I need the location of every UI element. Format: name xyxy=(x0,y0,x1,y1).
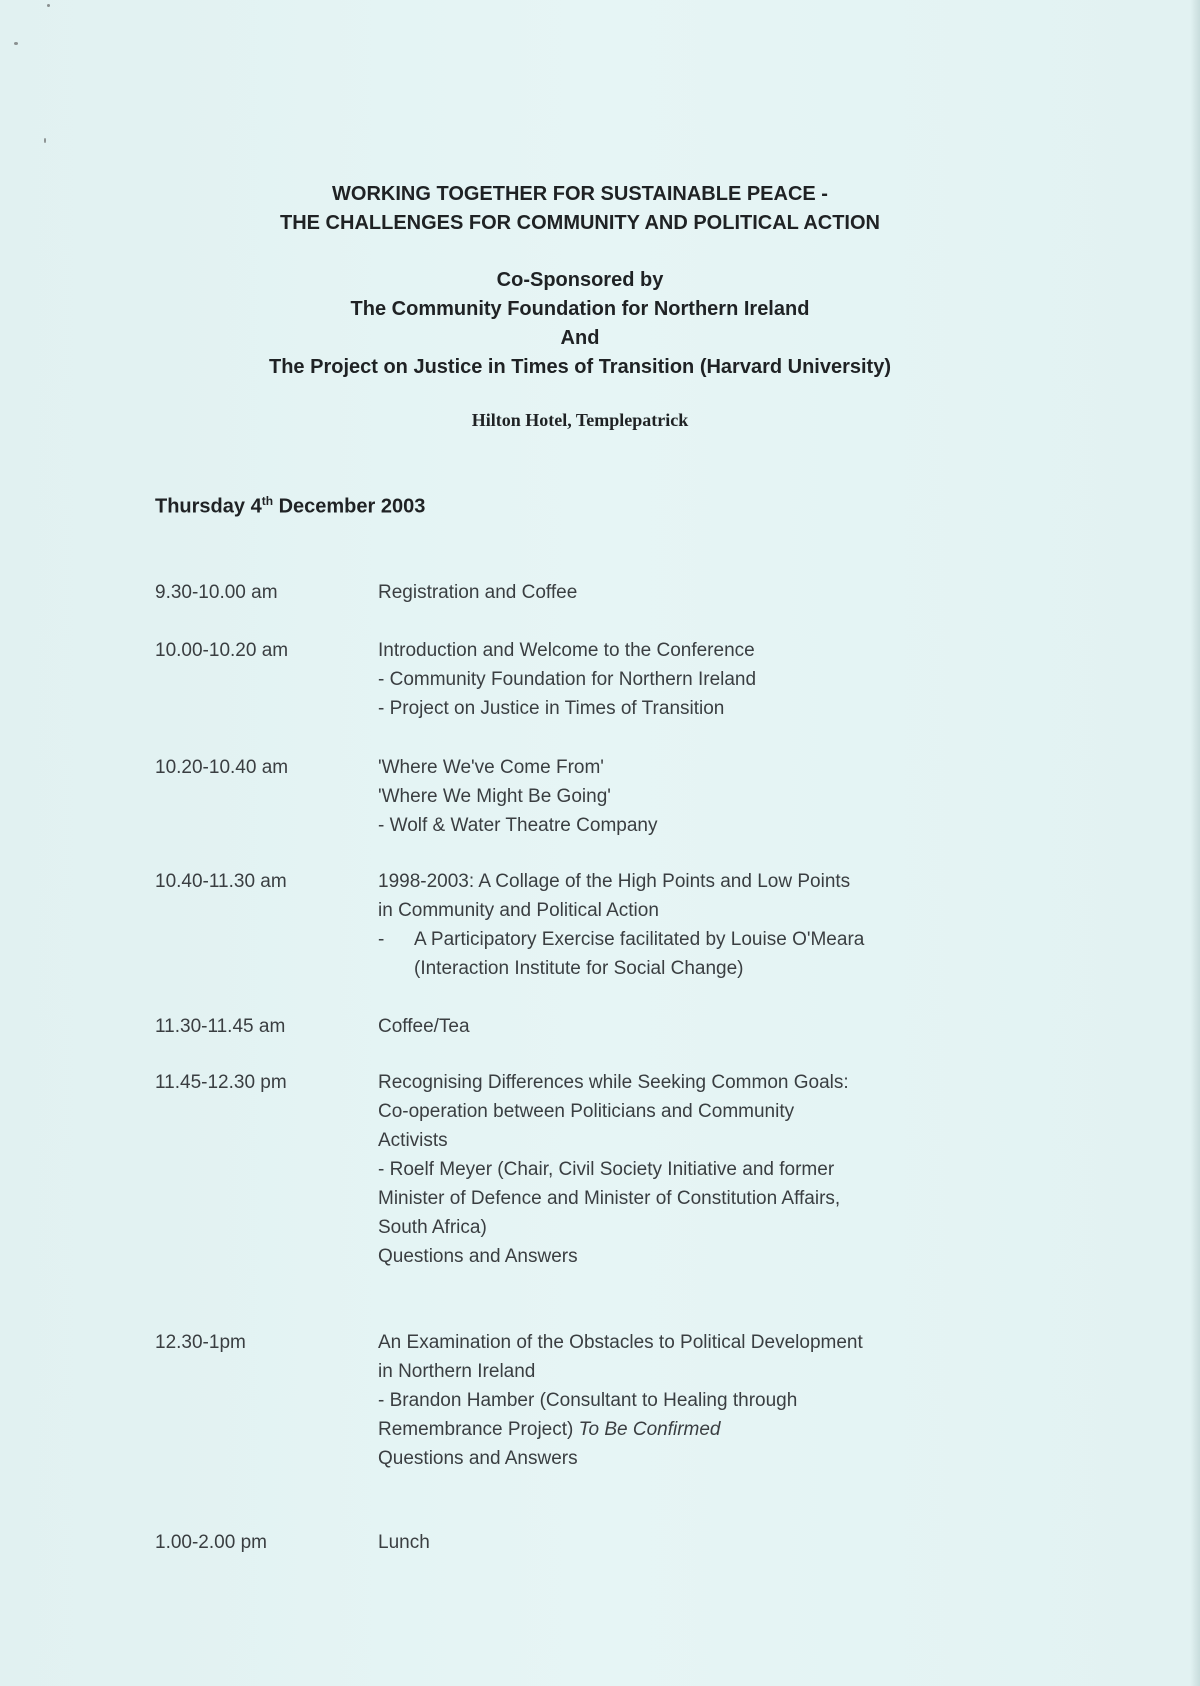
session-line: - Wolf & Water Theatre Company xyxy=(378,815,658,836)
document-title xyxy=(0,180,1160,238)
sponsor-line-3: And xyxy=(560,327,600,349)
session-line: 1998-2003: A Collage of the High Points and Low Points xyxy=(378,871,851,892)
sponsor-line-4: The Project on Justice in Times of Transition (Harvard University) xyxy=(268,356,891,378)
session-description xyxy=(378,1068,1028,1271)
venue: Hilton Hotel, Templepatrick xyxy=(471,410,689,430)
session-line: - Brandon Hamber (Consultant to Healing through xyxy=(378,1390,798,1411)
page-edge-shadow xyxy=(1190,0,1200,1686)
date-month-year: December 2003 xyxy=(273,495,426,518)
session-line: An Examination of the Obstacles to Political Development xyxy=(378,1332,863,1353)
sponsor-line-1: Co-Sponsored by xyxy=(496,269,664,291)
session-line: Activists xyxy=(378,1130,448,1151)
speaker-affiliation: Remembrance Project) xyxy=(378,1419,579,1440)
session-line: 'Where We Might Be Going' xyxy=(378,786,611,807)
session-line: Questions and Answers xyxy=(378,1246,578,1267)
session-line: Questions and Answers xyxy=(378,1448,578,1469)
session-line: Introduction and Welcome to the Conference xyxy=(378,640,755,661)
session-time: 9.30-10.00 am xyxy=(155,582,278,603)
session-line: Co-operation between Politicians and Community xyxy=(378,1101,795,1122)
session-time: 10.40-11.30 am xyxy=(155,871,287,892)
session-description xyxy=(378,1528,1028,1557)
session-line: Recognising Differences while Seeking Common Goals: xyxy=(378,1072,849,1093)
title-line-2: THE CHALLENGES FOR COMMUNITY AND POLITICAL ACTION xyxy=(280,212,880,234)
session-time: 11.45-12.30 pm xyxy=(155,1072,287,1093)
session-line: in Community and Political Action xyxy=(378,900,659,921)
scan-speck xyxy=(14,42,18,45)
title-line-1: WORKING TOGETHER FOR SUSTAINABLE PEACE - xyxy=(332,183,828,205)
session-time: 12.30-1pm xyxy=(155,1332,246,1353)
sponsor-line-2: The Community Foundation for Northern Ireland xyxy=(350,298,810,320)
session-description xyxy=(378,753,1028,840)
sponsor-block xyxy=(0,266,1160,382)
date-ordinal: th xyxy=(261,494,274,508)
session-line: South Africa) xyxy=(378,1217,487,1238)
session-line: Lunch xyxy=(378,1532,430,1553)
session-line: Coffee/Tea xyxy=(378,1016,470,1037)
scan-speck xyxy=(44,138,46,143)
session-time: 10.20-10.40 am xyxy=(155,757,289,778)
event-date xyxy=(155,494,425,519)
session-description xyxy=(378,636,1028,723)
session-line: in Northern Ireland xyxy=(378,1361,536,1382)
session-time: 11.30-11.45 am xyxy=(155,1016,286,1037)
facilitator-text: A Participatory Exercise facilitated by Louise O'Meara xyxy=(414,929,865,950)
session-line: - Community Foundation for Northern Ireland xyxy=(378,669,757,690)
session-line: Registration and Coffee xyxy=(378,582,578,603)
session-description xyxy=(378,578,1028,607)
session-line-mixed xyxy=(378,1415,1028,1444)
session-time: 10.00-10.20 am xyxy=(155,640,289,661)
session-line: - Project on Justice in Times of Transition xyxy=(378,698,725,719)
session-facilitator-line xyxy=(378,925,1028,954)
scan-speck xyxy=(47,4,50,7)
session-description xyxy=(378,1328,1028,1473)
session-line: (Interaction Institute for Social Change) xyxy=(414,958,744,979)
session-description xyxy=(378,1012,1028,1041)
date-day: Thursday 4 xyxy=(155,495,262,518)
session-line: 'Where We've Come From' xyxy=(378,757,604,778)
session-line: Minister of Defence and Minister of Constitution Affairs, xyxy=(378,1188,841,1209)
session-description xyxy=(378,867,1028,983)
bullet-dash: - xyxy=(378,929,385,950)
session-time: 1.00-2.00 pm xyxy=(155,1532,267,1553)
session-line: - Roelf Meyer (Chair, Civil Society Initiative and former xyxy=(378,1159,835,1180)
confirmation-note: To Be Confirmed xyxy=(578,1419,721,1440)
